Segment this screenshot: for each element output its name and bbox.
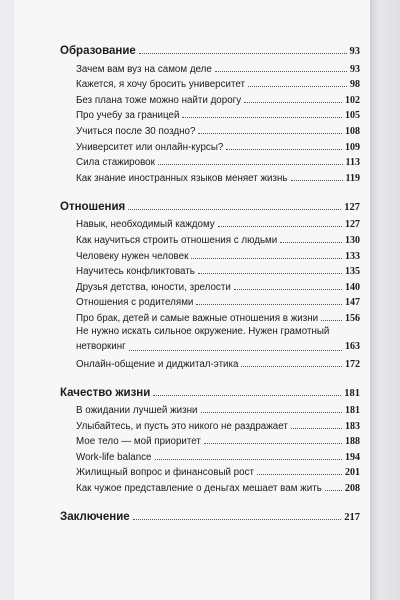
page-number: 93	[350, 63, 360, 75]
page-number: 127	[345, 219, 360, 231]
toc-section-heading[interactable]	[60, 40, 360, 57]
toc-entry[interactable]	[60, 308, 360, 324]
toc-entry[interactable]	[60, 432, 360, 448]
toc-section	[60, 196, 360, 370]
page-number: 194	[345, 451, 360, 463]
leader-dots	[139, 53, 347, 54]
entry-title: Отношения с родителями	[76, 297, 194, 309]
toc-entry[interactable]	[60, 277, 360, 293]
page-number: 147	[345, 297, 360, 309]
toc-entry[interactable]	[60, 215, 360, 231]
page-number: 98	[350, 79, 360, 91]
entry-title: Не нужно искать сильное окружение. Нужен грамотный	[76, 325, 330, 337]
leader-dots	[129, 350, 342, 351]
entry-title: Университет или онлайн-курсы?	[76, 141, 224, 153]
leader-dots	[128, 209, 341, 210]
page-number: 105	[345, 110, 360, 122]
page-number: 201	[345, 467, 360, 479]
entry-title: Как научиться строить отношения с людьми	[76, 234, 278, 246]
page-number: 108	[345, 125, 360, 137]
entry-title: Научитесь конфликтовать	[76, 266, 195, 278]
leader-dots	[196, 304, 342, 305]
leader-dots	[201, 412, 343, 413]
toc-entry[interactable]	[60, 106, 360, 122]
entry-title: Work-life balance	[76, 451, 152, 463]
entry-title: Жилищный вопрос и финансовый рост	[76, 467, 254, 479]
section-title: Заключение	[60, 511, 130, 524]
leader-dots	[204, 443, 342, 444]
toc-entry[interactable]	[60, 168, 360, 184]
toc-entry[interactable]	[60, 463, 360, 479]
toc-entry[interactable]	[60, 478, 360, 494]
toc-section-heading[interactable]	[60, 196, 360, 213]
page-number: 156	[345, 312, 360, 324]
entry-title: Кажется, я хочу бросить университет	[76, 79, 245, 91]
entry-title: Без плана тоже можно найти дорогу	[76, 94, 242, 106]
page-number: 93	[349, 46, 360, 57]
page-number: 188	[345, 436, 360, 448]
leader-dots	[182, 117, 342, 118]
entry-title: Про брак, детей и самые важные отношения в жизни	[76, 312, 319, 324]
page-number: 109	[345, 141, 360, 153]
page-number: 135	[345, 266, 360, 278]
toc-entry[interactable]	[60, 153, 360, 169]
entry-title: Как чужое представление о деньгах мешает вам жить	[76, 483, 322, 495]
toc-section-heading[interactable]	[60, 382, 360, 399]
entry-title: Улыбайтесь, и пусть это никого не раздражает	[76, 420, 288, 432]
leader-dots	[291, 428, 342, 429]
entry-title-continued: нетворкинг	[76, 340, 126, 352]
book-spine	[370, 0, 400, 600]
entry-title: В ожидании лучшей жизни	[76, 405, 198, 417]
toc-entry[interactable]	[60, 293, 360, 309]
leader-dots	[291, 180, 343, 181]
toc-entry[interactable]	[60, 137, 360, 153]
page-number: 172	[345, 358, 360, 370]
leader-dots	[257, 474, 342, 475]
entry-title: Навык, необходимый каждому	[76, 219, 215, 231]
page-number: 181	[344, 387, 360, 399]
page-number: 181	[345, 405, 360, 417]
page-number: 163	[345, 340, 360, 352]
leader-dots	[198, 273, 342, 274]
toc-entry[interactable]	[60, 401, 360, 417]
toc-section-heading[interactable]	[60, 506, 360, 523]
toc-entry[interactable]	[60, 246, 360, 262]
toc-section	[60, 506, 360, 523]
toc-section	[60, 382, 360, 495]
section-title: Отношения	[60, 200, 126, 213]
toc-section	[60, 40, 360, 184]
page-number: 217	[344, 512, 360, 524]
toc-entry[interactable]	[60, 121, 360, 137]
toc-entry[interactable]	[60, 75, 360, 91]
toc-entry[interactable]	[60, 447, 360, 463]
leader-dots	[191, 258, 342, 259]
entry-title: Онлайн-общение и диджитал-этика	[76, 358, 239, 370]
entry-title: Мое тело — мой приоритет	[76, 436, 201, 448]
entry-title: Человеку нужен человек	[76, 250, 189, 262]
leader-dots	[215, 71, 347, 72]
entry-title: Зачем вам вуз на самом деле	[76, 63, 212, 75]
page-number: 130	[345, 234, 360, 246]
entry-title: Друзья детства, юности, зрелости	[76, 281, 231, 293]
page-number: 208	[345, 483, 360, 495]
page-number: 102	[345, 94, 360, 106]
toc-entry[interactable]	[60, 59, 360, 75]
page-number: 113	[345, 157, 360, 169]
leader-dots	[325, 490, 342, 491]
page-number: 127	[344, 201, 360, 213]
leader-dots	[153, 395, 341, 396]
toc-entry[interactable]	[60, 230, 360, 246]
leader-dots	[133, 519, 342, 520]
entry-title: Про учебу за границей	[76, 110, 180, 122]
leader-dots	[248, 86, 347, 87]
leader-dots	[218, 226, 342, 227]
entry-title: Учиться после 30 поздно?	[76, 125, 196, 137]
page-number: 140	[345, 281, 360, 293]
entry-title: Как знание иностранных языков меняет жизнь	[76, 172, 288, 184]
page-number: 119	[345, 172, 360, 184]
toc-entry[interactable]	[60, 262, 360, 278]
table-of-contents	[60, 40, 360, 535]
toc-entry[interactable]	[60, 90, 360, 106]
entry-title: Сила стажировок	[76, 157, 155, 169]
leader-dots	[280, 242, 342, 243]
toc-entry[interactable]	[60, 354, 360, 370]
toc-entry[interactable]	[60, 324, 360, 354]
leader-dots	[234, 289, 342, 290]
leader-dots	[244, 102, 342, 103]
section-title: Образование	[60, 45, 136, 57]
leader-dots	[321, 320, 342, 321]
leader-dots	[241, 366, 342, 367]
leader-dots	[158, 164, 343, 165]
section-title: Качество жизни	[60, 386, 151, 399]
leader-dots	[155, 459, 342, 460]
page-number: 183	[345, 420, 360, 432]
page-number: 133	[345, 250, 360, 262]
leader-dots	[226, 149, 342, 150]
leader-dots	[198, 133, 342, 134]
toc-entry[interactable]	[60, 416, 360, 432]
